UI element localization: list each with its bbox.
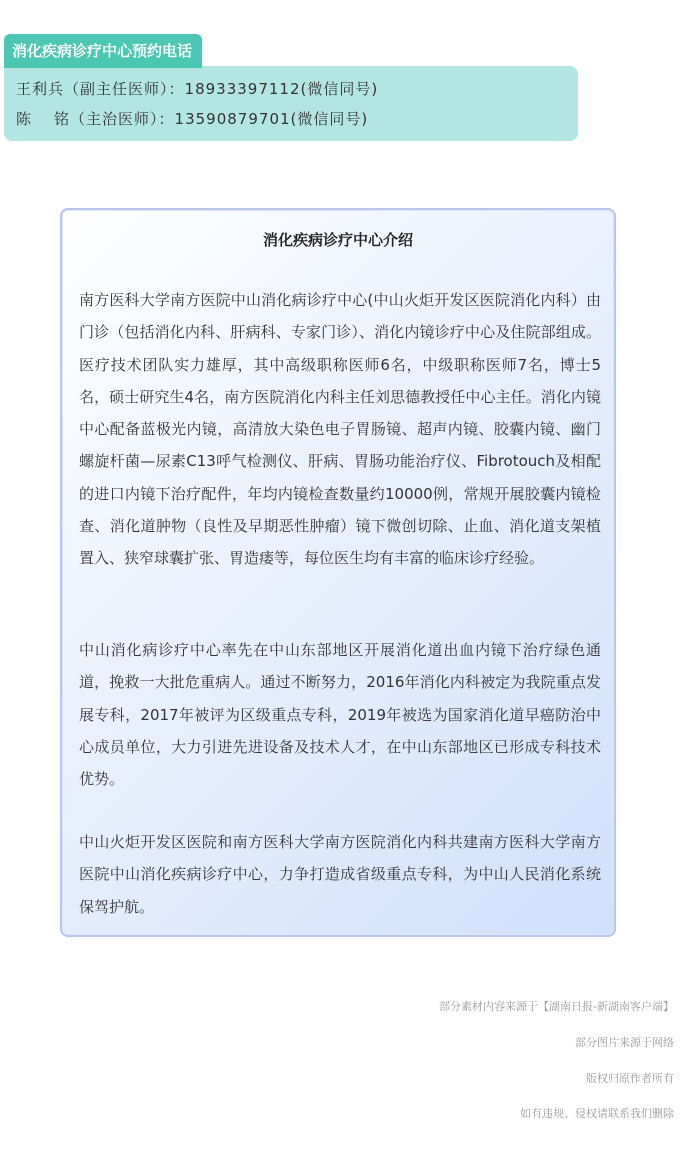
- doctor-title: （主治医师）：: [70, 110, 175, 128]
- doctor-phone[interactable]: 18933397112(微信同号): [184, 80, 379, 98]
- doctor-title: （副主任医师）：: [64, 80, 185, 98]
- doctor-name-first: 陈: [16, 110, 33, 128]
- credit-source-text: 部分素材内容来源于【湖南日报-新湖南客户端】: [439, 1000, 674, 1013]
- doctor-contact-row: [16, 78, 378, 99]
- intro-title: 消化疾病诊疗中心介绍: [262, 231, 413, 249]
- doctor-contact-row: [16, 108, 368, 129]
- contact-section-title: 消化疾病诊疗中心预约电话: [4, 34, 202, 68]
- contact-box: [4, 66, 578, 141]
- intro-card: [60, 208, 616, 937]
- intro-paragraph: 中山消化病诊疗中心率先在中山东部地区开展消化道出血内镜下治疗绿色通道，挽救一大批危重病人。通过不断努力，2016年消化内科被定为我院重点发展专科，2017年被评为区级重点专科，2019年被选为国家消化道早癌防治中心成员单位，大力引进先进设备及技术人才，在中山东部地区已形成专科技术优势。: [79, 641, 601, 789]
- doctor-name-last: 铭: [54, 110, 71, 128]
- doctor-phone[interactable]: 13590879701(微信同号): [174, 110, 369, 128]
- credit-copyright-text: 版权归原作者所有: [586, 1072, 674, 1085]
- intro-paragraph: 中山火炬开发区医院和南方医科大学南方医院消化内科共建南方医科大学南方医院中山消化疾病诊疗中心，力争打造成省级重点专科，为中山人民消化系统保驾护航。: [79, 833, 601, 916]
- doctor-name: 王利兵: [16, 80, 65, 98]
- credit-image-source-text: 部分图片来源于网络: [575, 1036, 674, 1049]
- intro-paragraph: 南方医科大学南方医院中山消化病诊疗中心(中山火炬开发区医院消化内科）由门诊（包括消化内科、肝病科、专家门诊）、消化内镜诊疗中心及住院部组成。医疗技术团队实力雄厚，其中高级职称医师6名，中级职称医师7名，博士5名，硕士研究生4名，南方医院消化内科主任刘思德教授任中心主任。消化内镜中心配备蓝极光内镜，高清放大染色电子胃肠镜、超声内镜、胶囊内镜、幽门螺旋杆菌—尿素C13呼气检测仪、肝病、胃肠功能治疗仪、Fibrotouch及相配的进口内镜下治疗配件，年均内镜检查数量约10000例，常规开展胶囊内镜检查、消化道肿物（良性及早期恶性肿瘤）镜下微创切除、止血、消化道支架植置入、狭窄球囊扩张、胃造瘘等，每位医生均有丰富的临床诊疗经验。: [79, 291, 601, 568]
- credit-contact-text: 如有违规、侵权请联系我们删除: [520, 1107, 674, 1120]
- doctor-name: [16, 110, 70, 128]
